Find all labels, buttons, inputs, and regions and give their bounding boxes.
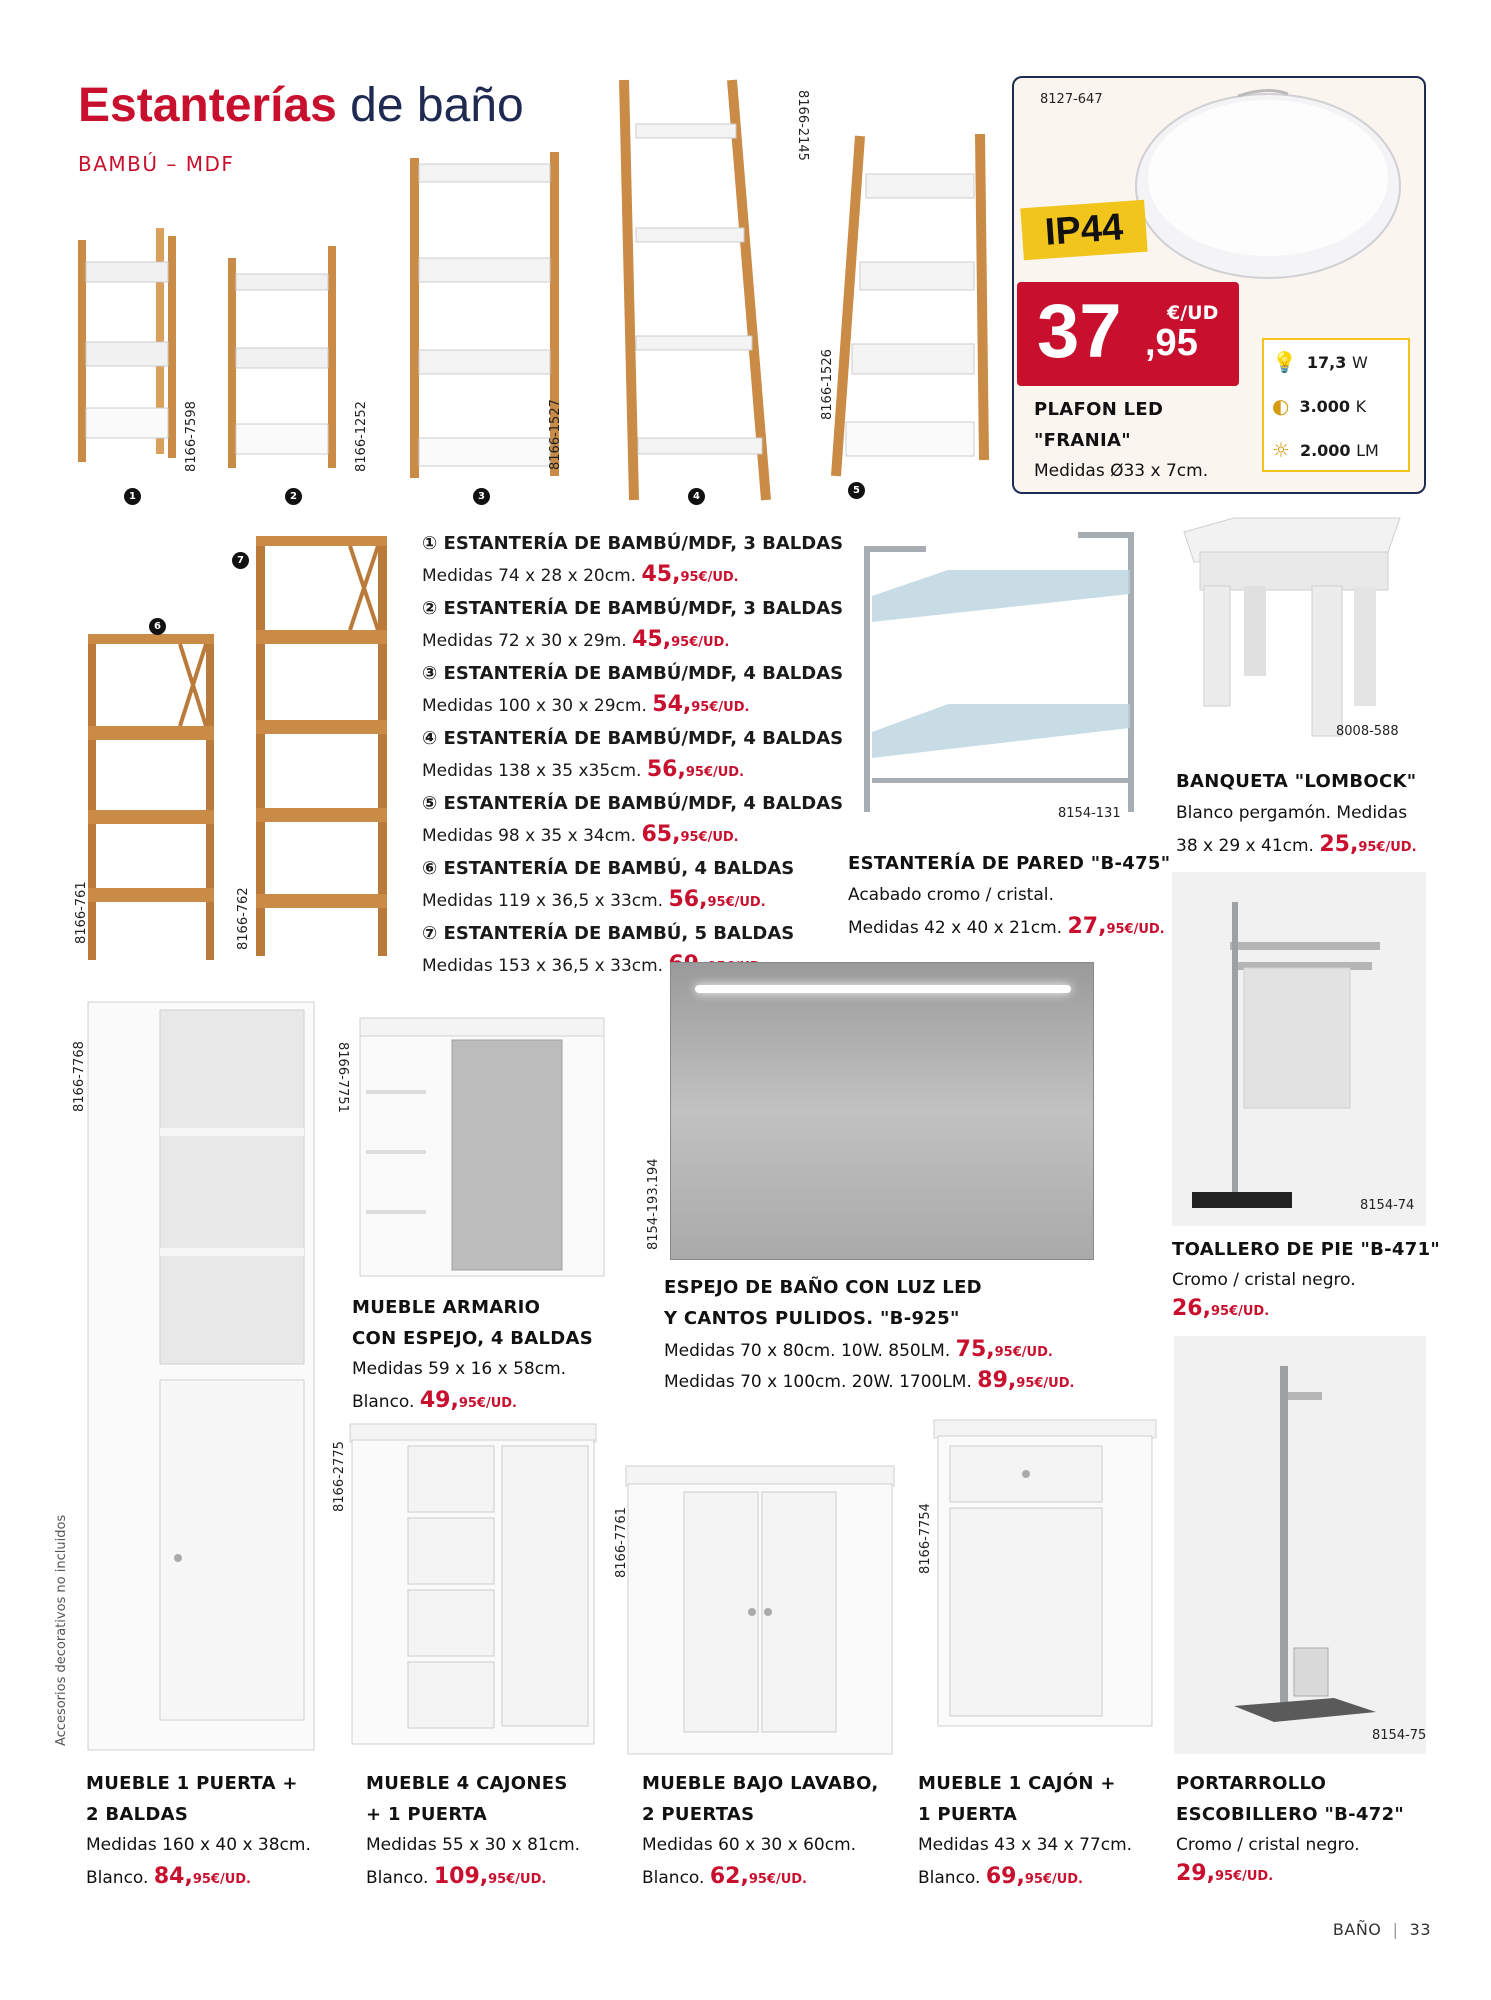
mirror-cabinet-code: 8166-7751	[335, 1042, 350, 1113]
drawer-cabinet-price: 109,95€/UD.	[433, 1864, 547, 1889]
shelf-5-image	[836, 134, 984, 476]
page-footer: BAÑO | 33	[1332, 1920, 1431, 1939]
towel-rack-desc: Cromo / cristal negro.	[1172, 1270, 1356, 1290]
spec-lumen: ☼ 2.000 LM	[1272, 438, 1379, 462]
shelf-4-image	[624, 80, 766, 500]
drawer-cabinet-image	[346, 1418, 600, 1756]
tall-cabinet-color: Blanco. 84,95€/UD.	[86, 1864, 251, 1889]
towel-rack-name: TOALLERO DE PIE "B-471"	[1172, 1239, 1441, 1260]
item-measures: Medidas 74 x 28 x 20cm.	[422, 566, 637, 586]
side-note: Accesorios decorativos no incluidos	[54, 1514, 69, 1746]
sink-cabinet-name: MUEBLE BAJO LAVABO, 2 PUERTAS	[642, 1773, 879, 1825]
shelf-3-badge: 3	[473, 488, 490, 505]
page-number: 33	[1409, 1920, 1431, 1939]
shelf-4-code: 8166-2145	[795, 90, 810, 161]
mirror-code: 8154-193.194	[646, 1158, 661, 1250]
stool-price: 25,95€/UD.	[1319, 832, 1417, 857]
shelf-7-image	[256, 536, 387, 956]
shelf-5-badge: 5	[848, 482, 865, 499]
item-price: 45,95€/UD.	[641, 562, 739, 587]
shelves-top-illustration	[60, 60, 1010, 510]
shelf-2-code: 8166-1252	[354, 401, 369, 472]
item-name: ESTANTERÍA DE BAMBÚ/MDF, 4 BALDAS	[443, 793, 844, 814]
item-measures: Medidas 138 x 35 x35cm.	[422, 761, 642, 781]
drawer-door-cabinet-name: MUEBLE 1 CAJÓN + 1 PUERTA	[918, 1773, 1116, 1825]
towel-rack-code: 8154-74	[1360, 1198, 1415, 1213]
led-strip	[695, 985, 1071, 993]
item-number: ④	[422, 728, 438, 749]
item-number: ⑥	[422, 858, 438, 879]
shelf-2-badge: 2	[285, 488, 302, 505]
item-measures: Medidas 119 x 36,5 x 33cm.	[422, 891, 664, 911]
sun-icon: ☼	[1272, 438, 1290, 462]
tall-cabinet-code: 8166-7768	[72, 1041, 87, 1112]
item-name: ESTANTERÍA DE BAMBÚ/MDF, 4 BALDAS	[443, 663, 844, 684]
toilet-holder-name: PORTARROLLO ESCOBILLERO "B-472"	[1176, 1773, 1405, 1825]
drawer-cabinet-code: 8166-2775	[332, 1441, 347, 1512]
item-price: 56,95€/UD.	[668, 887, 766, 912]
mirror-image	[670, 962, 1094, 1260]
item-price: 45,95€/UD.	[632, 627, 730, 652]
sink-cabinet-measures: Medidas 60 x 30 x 60cm.	[642, 1835, 857, 1855]
item-measures: Medidas 72 x 30 x 29m.	[422, 631, 627, 651]
toilet-holder-image	[1174, 1336, 1426, 1754]
plafon-measures: Medidas Ø33 x 7cm.	[1034, 461, 1209, 481]
sink-cabinet-code: 8166-7761	[614, 1507, 629, 1578]
plafon-price-tag	[1017, 282, 1239, 386]
toilet-holder-price: 29,95€/UD.	[1176, 1861, 1274, 1886]
shelf-list-item-2	[422, 593, 842, 658]
plafon-specs	[1262, 338, 1410, 472]
drawer-cabinet-name: MUEBLE 4 CAJONES + 1 PUERTA	[366, 1773, 568, 1825]
item-number: ①	[422, 533, 438, 554]
drawer-door-cabinet-code: 8166-7754	[918, 1503, 933, 1574]
toilet-holder-code: 8154-75	[1372, 1728, 1427, 1743]
mirror-price-2: 89,95€/UD.	[977, 1368, 1075, 1393]
sink-cabinet-price: 62,95€/UD.	[709, 1864, 807, 1889]
item-price: 65,95€/UD.	[641, 822, 739, 847]
item-measures: Medidas 98 x 35 x 34cm.	[422, 826, 637, 846]
drawer-cabinet-measures: Medidas 55 x 30 x 81cm.	[366, 1835, 581, 1855]
price-decimal: ,95	[1145, 322, 1198, 364]
shelf-6-image	[88, 634, 214, 960]
item-number: ⑤	[422, 793, 438, 814]
item-name: ESTANTERÍA DE BAMBÚ, 4 BALDAS	[443, 858, 795, 879]
drawer-door-cabinet-image	[930, 1416, 1160, 1738]
drawer-cabinet-color: Blanco. 109,95€/UD.	[366, 1864, 547, 1889]
mirror-option-1: Medidas 70 x 80cm. 10W. 850LM. 75,95€/UD.	[664, 1337, 1053, 1362]
price-unit: €/UD	[1167, 302, 1219, 324]
drawer-door-cabinet-color: Blanco. 69,95€/UD.	[918, 1864, 1083, 1889]
color-temp-icon: ◐	[1272, 394, 1290, 418]
shelf-list-item-1	[422, 528, 842, 593]
shelf-list-item-3	[422, 658, 842, 723]
item-name: ESTANTERÍA DE BAMBÚ, 5 BALDAS	[443, 923, 795, 944]
stool-measures: 38 x 29 x 41cm. 25,95€/UD.	[1176, 832, 1417, 857]
item-measures: Medidas 153 x 36,5 x 33cm.	[422, 956, 664, 976]
wall-shelf-price: 27,95€/UD.	[1067, 914, 1165, 939]
item-name: ESTANTERÍA DE BAMBÚ/MDF, 3 BALDAS	[443, 598, 844, 619]
drawer-door-cabinet-measures: Medidas 43 x 34 x 77cm.	[918, 1835, 1133, 1855]
page-subtitle: BAMBÚ – MDF	[78, 152, 235, 176]
tall-cabinet-name: MUEBLE 1 PUERTA + 2 BALDAS	[86, 1773, 298, 1825]
item-number: ③	[422, 663, 438, 684]
mirror-cabinet-name: MUEBLE ARMARIO CON ESPEJO, 4 BALDAS	[352, 1297, 594, 1349]
shelf-price-list	[422, 528, 842, 983]
mirror-price-1: 75,95€/UD.	[955, 1337, 1053, 1362]
shelf-2-image	[228, 246, 336, 468]
item-number: ⑦	[422, 923, 438, 944]
towel-rack-image	[1172, 872, 1426, 1226]
shelf-6-badge: 6	[149, 618, 166, 635]
bulb-icon: 💡	[1272, 350, 1297, 374]
shelf-1-image	[78, 228, 176, 462]
tall-cabinet-price: 84,95€/UD.	[153, 1864, 251, 1889]
tall-cabinet-measures: Medidas 160 x 40 x 38cm.	[86, 1835, 311, 1855]
footer-section: BAÑO	[1332, 1920, 1382, 1939]
item-measures: Medidas 100 x 30 x 29cm.	[422, 696, 647, 716]
wall-shelf-desc: Acabado cromo / cristal.	[848, 885, 1054, 905]
page-title: Estanterías de baño	[78, 79, 524, 132]
mirror-name: ESPEJO DE BAÑO CON LUZ LED Y CANTOS PULIDOS. "B-925"	[664, 1277, 982, 1329]
shelf-7-badge: 7	[232, 552, 249, 569]
stool-code: 8008-588	[1336, 724, 1399, 739]
mirror-cabinet-image	[356, 1012, 608, 1284]
shelf-1-badge: 1	[124, 488, 141, 505]
wall-shelf-image	[858, 522, 1148, 832]
tall-cabinet-image	[84, 998, 318, 1754]
price-integer: 37	[1037, 289, 1122, 374]
toilet-holder-desc: Cromo / cristal negro.	[1176, 1835, 1360, 1855]
shelf-1-code: 8166-7598	[184, 401, 199, 472]
spec-watt: 💡 17,3 W	[1272, 350, 1368, 374]
drawer-door-cabinet-price: 69,95€/UD.	[985, 1864, 1083, 1889]
shelf-list-item-6	[422, 853, 842, 918]
mirror-cabinet-price: 49,95€/UD.	[419, 1388, 517, 1413]
stool-desc: Blanco pergamón. Medidas	[1176, 803, 1408, 823]
item-name: ESTANTERÍA DE BAMBÚ/MDF, 4 BALDAS	[443, 728, 844, 749]
mirror-cabinet-measures: Medidas 59 x 16 x 58cm.	[352, 1359, 567, 1379]
wall-shelf-name: ESTANTERÍA DE PARED "B-475"	[848, 853, 1171, 874]
shelf-3-code: 8166-1527	[548, 399, 563, 470]
item-name: ESTANTERÍA DE BAMBÚ/MDF, 3 BALDAS	[443, 533, 844, 554]
shelf-3-image	[410, 152, 559, 478]
sink-cabinet-image	[622, 1462, 898, 1758]
shelf-list-item-4	[422, 723, 842, 788]
item-price: 56,95€/UD.	[646, 757, 745, 782]
towel-rack-price: 26,95€/UD.	[1172, 1296, 1270, 1321]
shelf-6-code: 8166-761	[74, 881, 89, 944]
shelf-4-badge: 4	[688, 488, 705, 505]
mirror-cabinet-color: Blanco. 49,95€/UD.	[352, 1388, 517, 1413]
shelf-list-item-5	[422, 788, 842, 853]
sink-cabinet-color: Blanco. 62,95€/UD.	[642, 1864, 807, 1889]
spec-kelvin: ◐ 3.000 K	[1272, 394, 1367, 418]
wall-shelf-code: 8154-131	[1058, 806, 1121, 821]
shelf-7-code: 8166-762	[236, 887, 251, 950]
shelf-5-code: 8166-1526	[820, 349, 835, 420]
wall-shelf-measures: Medidas 42 x 40 x 21cm. 27,95€/UD.	[848, 914, 1165, 939]
item-number: ②	[422, 598, 438, 619]
plafon-lamp-image	[1128, 86, 1408, 296]
mirror-option-2: Medidas 70 x 100cm. 20W. 1700LM. 89,95€/UD.	[664, 1368, 1075, 1393]
stool-name: BANQUETA "LOMBOCK"	[1176, 771, 1417, 792]
plafon-code: 8127-647	[1040, 92, 1103, 107]
plafon-name: PLAFON LED "FRANIA"	[1034, 399, 1164, 451]
ip44-badge: IP44	[1020, 200, 1147, 261]
item-price: 54,95€/UD.	[652, 692, 750, 717]
